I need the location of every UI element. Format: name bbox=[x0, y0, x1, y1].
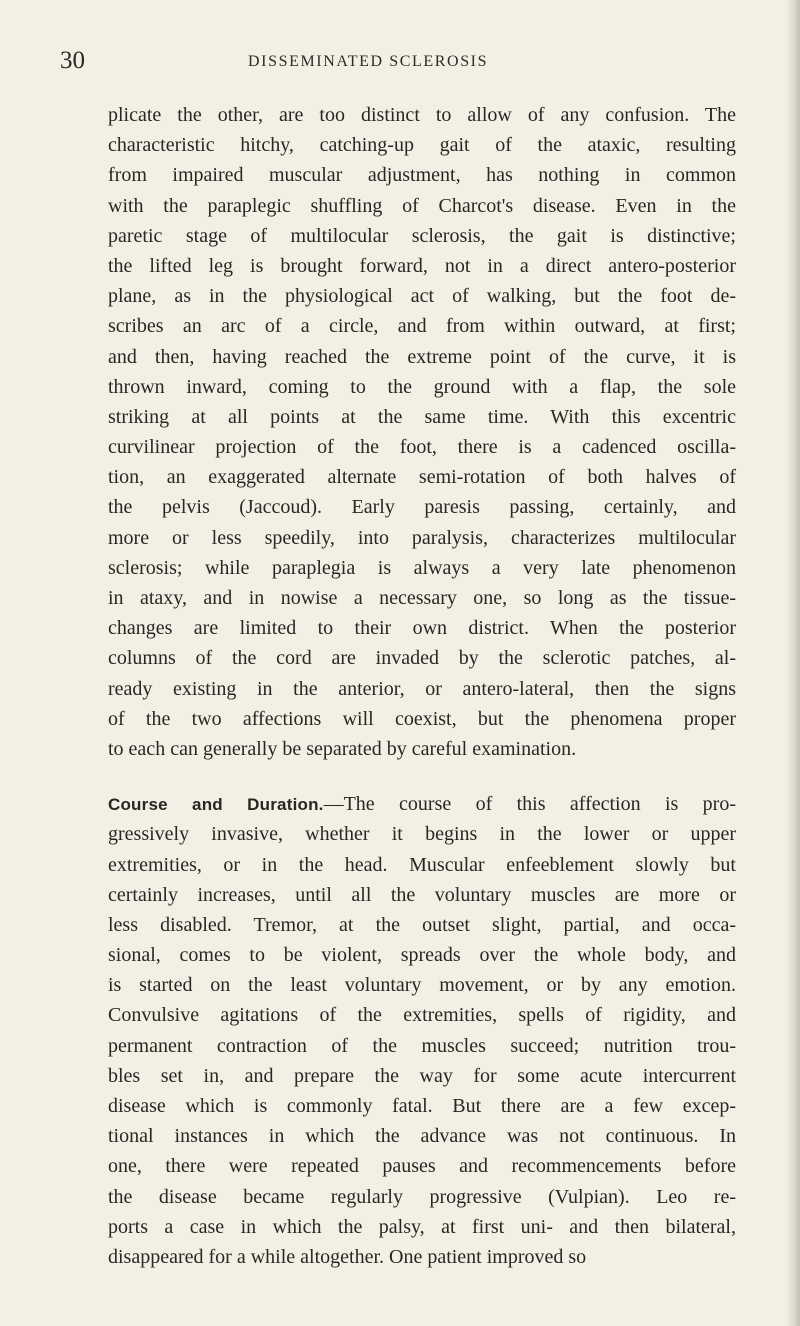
text-line: more or less speedily, into paralysis, characterizes multilocular bbox=[108, 526, 736, 549]
page-number: 30 bbox=[60, 47, 85, 74]
text-line: gressively invasive, whether it begins in the lower or upper bbox=[108, 823, 736, 846]
section-heading: Course and Duration. bbox=[108, 795, 324, 815]
text-line: ports a case in which the palsy, at first uni- and then bilateral, bbox=[108, 1215, 736, 1238]
text-line: certainly increases, until all the voluntary muscles are more or bbox=[108, 883, 736, 906]
paragraph-course-and-duration bbox=[108, 789, 736, 1272]
text-line: plicate the other, are too distinct to allow of any confusion. The bbox=[108, 104, 736, 126]
text-line: bles set in, and prepare the way for some acute intercurrent bbox=[108, 1064, 736, 1087]
running-head bbox=[60, 46, 732, 76]
text-line: of the two affections will coexist, but the phenomena proper bbox=[108, 707, 736, 730]
text-line: scribes an arc of a circle, and from within outward, at first; bbox=[108, 315, 736, 338]
text-line: the disease became regularly progressive (Vulpian). Leo re- bbox=[108, 1185, 736, 1208]
text-line: permanent contraction of the muscles succeed; nutrition trou- bbox=[108, 1034, 736, 1057]
text-line: plane, as in the physiological act of walking, but the foot de- bbox=[108, 285, 736, 308]
text-line: tional instances in which the advance was not continuous. In bbox=[108, 1125, 736, 1148]
text-line: curvilinear projection of the foot, there is a cadenced oscilla- bbox=[108, 436, 736, 459]
page-edge-shadow bbox=[786, 0, 800, 1326]
text-line: disease which is commonly fatal. But there are a few excep- bbox=[108, 1095, 736, 1117]
text-line: sclerosis; while paraplegia is always a very late phenomenon bbox=[108, 556, 736, 579]
text-line: characteristic hitchy, catching-up gait of the ataxic, resulting bbox=[108, 134, 736, 157]
text-line: with the paraplegic shuffling of Charcot's disease. Even in the bbox=[108, 194, 736, 217]
text-line: columns of the cord are invaded by the sclerotic patches, al- bbox=[108, 647, 736, 670]
text-line: thrown inward, coming to the ground with a flap, the sole bbox=[108, 375, 736, 398]
text-line: from impaired muscular adjustment, has nothing in common bbox=[108, 164, 736, 187]
text-line: ready existing in the anterior, or antero-lateral, then the signs bbox=[108, 677, 736, 700]
text-line: is started on the least voluntary movement, or by any emotion. bbox=[108, 974, 736, 997]
text-line: striking at all points at the same time. With this excentric bbox=[108, 405, 736, 428]
heading-line-continuation: —The course of this affection is pro- bbox=[323, 793, 736, 816]
text-line: changes are limited to their own district. When the posterior bbox=[108, 617, 736, 640]
running-title: DISSEMINATED SCLEROSIS bbox=[248, 53, 489, 70]
text-line: tion, an exaggerated alternate semi-rotation of both halves of bbox=[108, 466, 736, 489]
text-line: Convulsive agitations of the extremities, spells of rigidity, and bbox=[108, 1004, 736, 1027]
text-line: and then, having reached the extreme point of the curve, it is bbox=[108, 345, 736, 368]
text-line: paretic stage of multilocular sclerosis, the gait is distinctive; bbox=[108, 224, 736, 247]
text-line: less disabled. Tremor, at the outset slight, partial, and occa- bbox=[108, 913, 736, 936]
text-line: the pelvis (Jaccoud). Early paresis passing, certainly, and bbox=[108, 496, 736, 519]
text-line: in ataxy, and in nowise a necessary one, so long as the tissue- bbox=[108, 587, 736, 609]
text-line bbox=[108, 789, 736, 819]
text-line: one, there were repeated pauses and recommencements before bbox=[108, 1155, 736, 1178]
paragraph-gait-comparison bbox=[108, 100, 736, 764]
paragraph-spacer bbox=[108, 764, 736, 789]
text-line: the lifted leg is brought forward, not in a direct antero-posterior bbox=[108, 254, 736, 277]
text-line: to each can generally be separated by careful examination. bbox=[108, 737, 577, 760]
body-text bbox=[108, 100, 736, 1272]
text-line: sional, comes to be violent, spreads over the whole body, and bbox=[108, 944, 736, 967]
text-line: extremities, or in the head. Muscular enfeeblement slowly but bbox=[108, 853, 736, 876]
text-line: disappeared for a while altogether. One patient improved so bbox=[108, 1245, 587, 1268]
